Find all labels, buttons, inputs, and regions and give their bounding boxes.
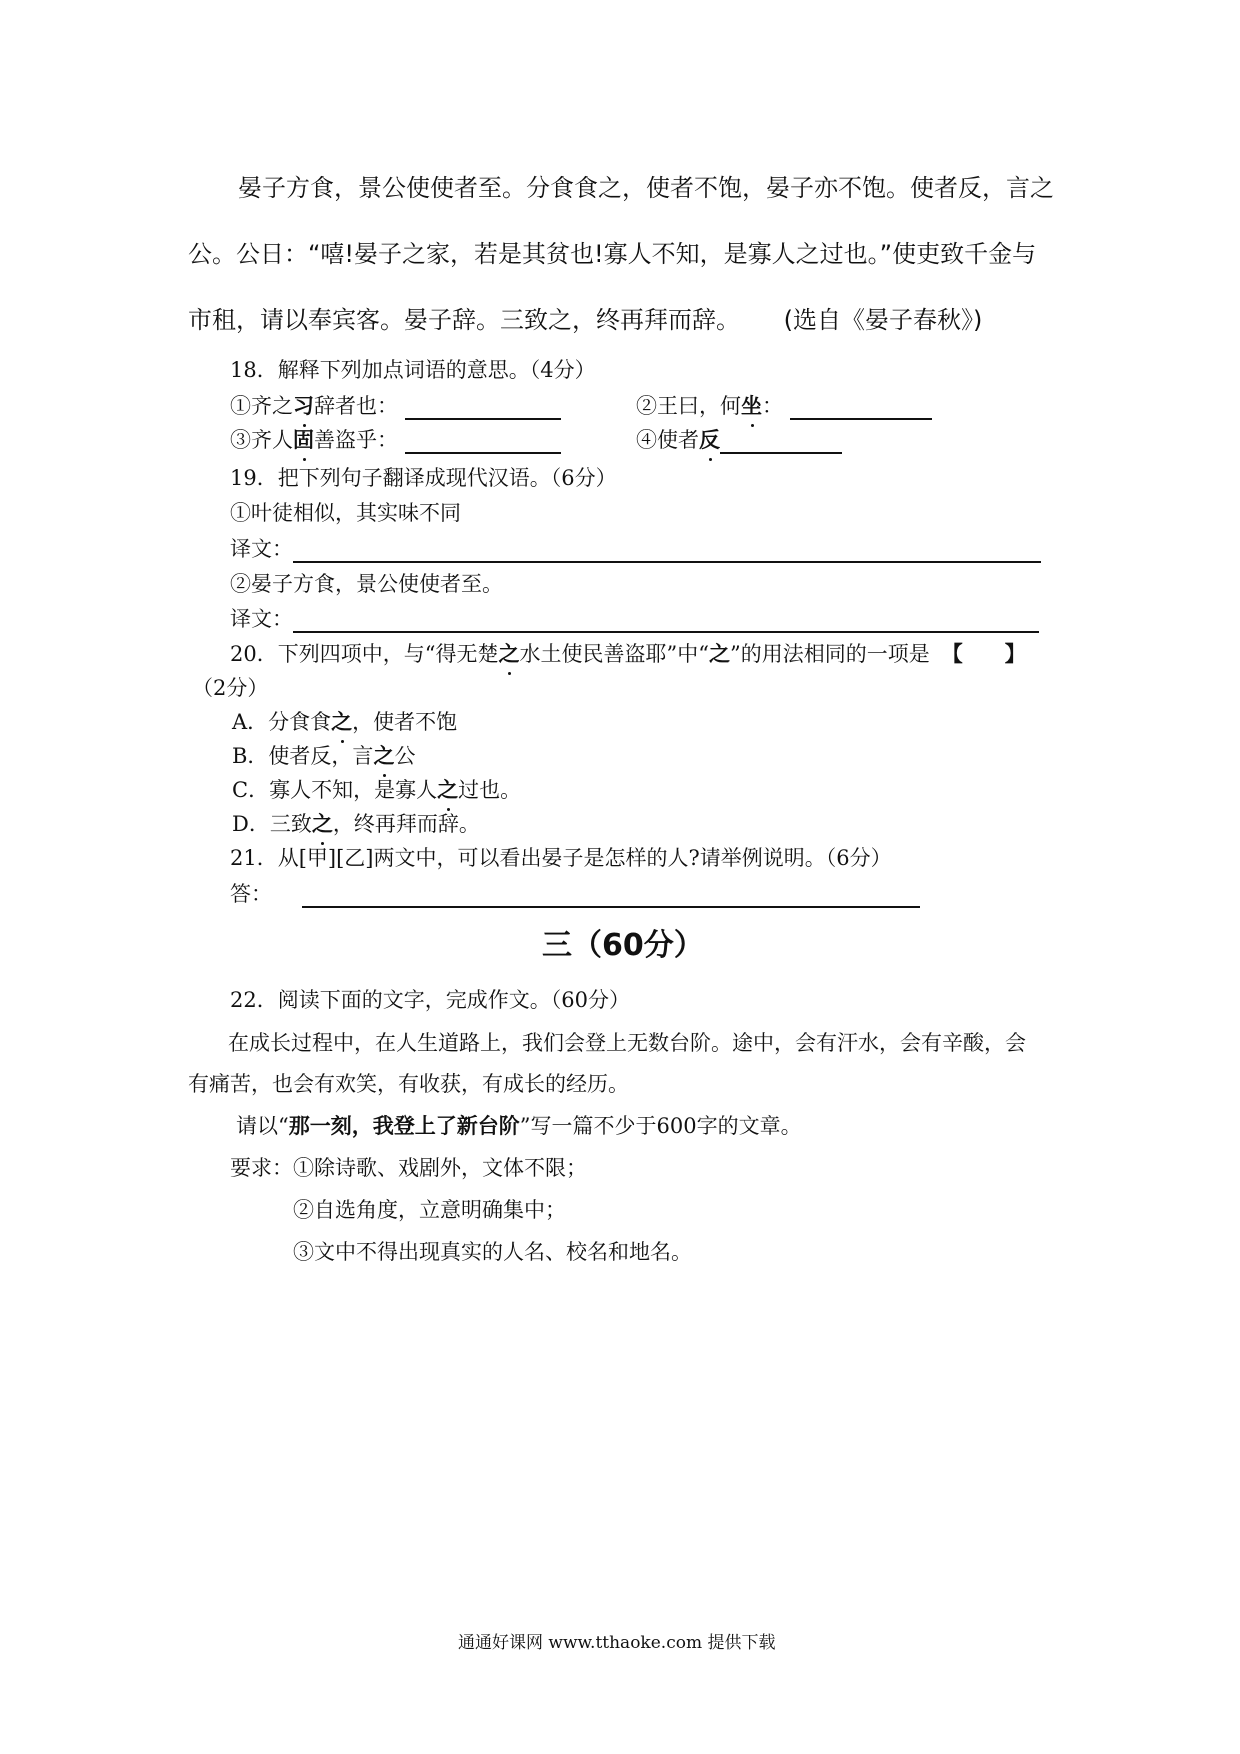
q22-prompt-pre: 请以“ — [236, 1114, 289, 1138]
q20-stem-bold: 之 — [708, 641, 730, 666]
q18-item-2-pre: ②王曰，何 — [636, 394, 741, 418]
q21-answer — [230, 878, 920, 908]
q22-requirement-2: ②自选角度，立意明确集中； — [293, 1198, 566, 1222]
q18-item-3-blank[interactable] — [405, 428, 561, 454]
q18-item-3 — [230, 424, 561, 454]
q20-option-d-post: ，终再拜而辞。 — [332, 812, 480, 836]
q21-answer-label: 答： — [230, 882, 272, 906]
q20-stem-mid: 水土使民善盗耶”中“ — [519, 642, 709, 666]
q19-answer-1-blank[interactable] — [293, 537, 1041, 563]
passage-source: (选自《晏子春秋》) — [783, 306, 983, 334]
q20-option-c-pre: C．寡人不知，是寡人 — [232, 778, 438, 802]
q19-answer-2 — [230, 603, 1039, 633]
q18-item-3-pre: ③齐人 — [230, 428, 293, 452]
q18-item-1 — [230, 390, 561, 420]
passage-line-3 — [188, 300, 982, 335]
q22-requirement-3: ③文中不得出现真实的人名、校名和地名。 — [293, 1240, 692, 1264]
q20-stem — [230, 638, 1026, 668]
q20-option-c — [232, 774, 521, 804]
q22-prompt-post: ”写一篇不少于600字的文章。 — [519, 1114, 802, 1138]
q19-stem: 19．把下列句子翻译成现代汉语。（6分） — [230, 466, 617, 490]
q22-requirement-1-text: ①除诗歌、戏剧外，文体不限； — [293, 1156, 587, 1180]
q20-stem-post: ”的用法相同的一项是 — [729, 642, 930, 666]
q22-paragraph-line-1: 在成长过程中，在人生道路上，我们会登上无数台阶。途中，会有汗水，会有辛酸，会 — [228, 1031, 1026, 1055]
q19-sentence-2: ②晏子方食，景公使使者至。 — [230, 572, 503, 596]
q18-item-1-dot: 习 — [293, 390, 314, 420]
q20-option-b — [232, 740, 415, 770]
q20-stem-pre: 20．下列四项中，与“得无楚 — [230, 642, 499, 666]
q18-item-3-dot: 固 — [293, 424, 314, 454]
q20-option-a-pre: A．分食食 — [232, 710, 332, 734]
q20-option-d-dot: 之 — [312, 808, 333, 838]
q20-option-b-dot: 之 — [373, 740, 394, 770]
q21-stem: 21．从[甲][乙]两文中，可以看出晏子是怎样的人?请举例说明。（6分） — [230, 846, 892, 870]
q20-option-b-post: 公 — [394, 744, 416, 768]
q18-item-4-blank[interactable] — [720, 428, 842, 454]
q19-answer-2-label: 译文： — [230, 607, 293, 631]
q22-prompt-title: 那一刻，我登上了新台阶 — [288, 1113, 520, 1138]
passage-line-1: 晏子方食，景公使使者至。分食食之，使者不饱，晏子亦不饱。使者反，言之 — [238, 174, 1054, 202]
q20-stem-dot: 之 — [498, 638, 519, 668]
q18-item-1-pre: ①齐之 — [230, 394, 293, 418]
q19-answer-2-blank[interactable] — [293, 607, 1039, 633]
q18-item-4-dot: 反 — [699, 424, 720, 454]
q20-points: （2分） — [192, 676, 269, 700]
q19-answer-1 — [230, 533, 1041, 563]
q20-option-a-dot: 之 — [331, 706, 352, 736]
q20-option-c-post: 过也。 — [458, 778, 522, 802]
q22-requirement-1 — [230, 1152, 587, 1182]
q20-option-d — [232, 808, 480, 838]
page-footer: 通通好课网 www.tthaoke.com 提供下载 — [458, 1633, 776, 1653]
q18-item-1-blank[interactable] — [405, 394, 561, 420]
q19-answer-1-label: 译文： — [230, 537, 293, 561]
q20-option-a — [232, 706, 457, 736]
q21-answer-blank[interactable] — [302, 882, 920, 908]
q18-item-3-post: 善盗乎： — [314, 428, 398, 452]
q22-requirements-label: 要求： — [230, 1156, 293, 1180]
q20-option-a-post: ，使者不饱 — [352, 710, 458, 734]
section-3-title: 三（60分） — [542, 928, 704, 963]
q18-item-2-post: ： — [762, 394, 783, 418]
q18-item-2-dot: 坐 — [741, 390, 762, 420]
passage-line-3-text: 市租，请以奉宾客。晏子辞。三致之，终再拜而辞。 — [188, 306, 740, 334]
q18-item-4-pre: ④使者 — [636, 428, 699, 452]
q18-item-2-blank[interactable] — [790, 394, 932, 420]
q18-item-2 — [636, 390, 932, 420]
q22-paragraph-line-2: 有痛苦，也会有欢笑，有收获，有成长的经历。 — [188, 1072, 629, 1096]
q20-option-d-pre: D．三致 — [232, 812, 312, 836]
q19-sentence-1: ①叶徒相似，其实味不同 — [230, 501, 461, 525]
q18-item-1-post: 辞者也： — [314, 394, 398, 418]
q20-option-c-dot: 之 — [437, 774, 458, 804]
q18-item-4 — [636, 424, 842, 454]
passage-line-2: 公。公日：“嘻!晏子之家，若是其贫也!寡人不知，是寡人之过也。”使吏致千金与 — [188, 240, 1037, 268]
q20-option-b-pre: B．使者反，言 — [232, 744, 374, 768]
q22-prompt — [236, 1110, 802, 1140]
q18-stem: 18．解释下列加点词语的意思。（4分） — [230, 358, 596, 382]
q20-answer-bracket[interactable]: 【 】 — [941, 641, 1026, 666]
q22-stem: 22．阅读下面的文字，完成作文。（60分） — [230, 988, 630, 1012]
